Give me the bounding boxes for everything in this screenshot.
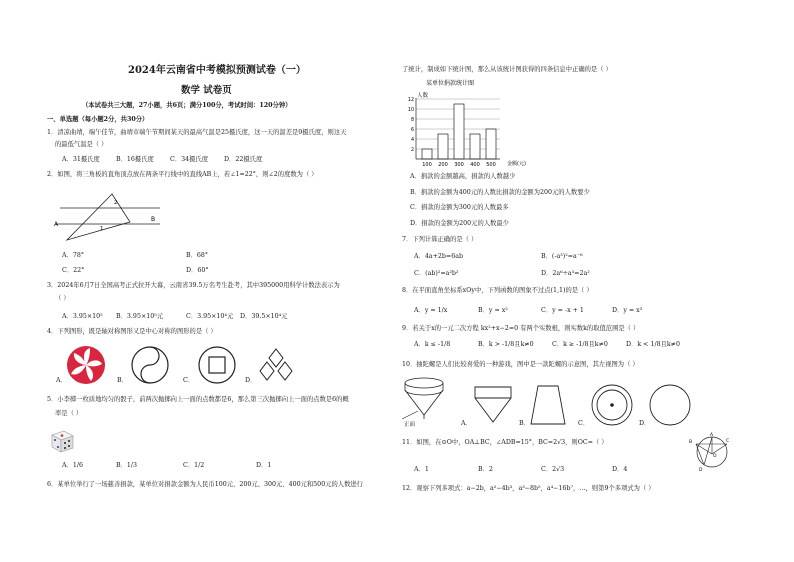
q2-stem: 2．如图，将三角板的直角顶点放在两条平行线中的直线AB上，若∠1=22°，则∠2的度数为（ ） — [47, 171, 318, 178]
q10-option-c: C． — [578, 420, 590, 427]
chart-y-tick: 6 — [410, 127, 414, 133]
page-subtitle: 数学 试卷页 — [181, 85, 232, 96]
q6-option-a: A．捐款的金额越高，捐款的人数越少 — [410, 173, 516, 180]
q1-stem-1: 1．清凉曲靖，端午佳节，曲靖市端午节期间某天的最高气温是25摄氏度，这一天的温差是9摄氏度，则这天 — [47, 129, 347, 136]
q4-stem: 4．下列图形，既是轴对称图形又是中心对称的图形的是（ ） — [47, 328, 217, 335]
chart-x-tick: 200 — [438, 162, 448, 168]
q7-option-a: A．4a+2b=6ab — [414, 253, 463, 260]
q5-option-d: D．1 — [256, 462, 272, 469]
q2-option-a: A．78° — [62, 252, 85, 259]
q3-stem-2: （ ） — [55, 295, 70, 302]
q8-option-d: D．y = x³ — [612, 307, 643, 314]
q4-option-c: C． — [183, 377, 195, 384]
chart-bar — [486, 129, 496, 159]
q2-label-angle2: 2 — [114, 200, 118, 206]
chart-bar — [454, 104, 464, 159]
q10-option-a-figure — [472, 384, 514, 426]
dice-icon — [49, 428, 75, 454]
section-heading: 一、单选题（每小题2分，共30分） — [47, 116, 149, 123]
q1-option-d: D．22摄氏度 — [224, 156, 263, 163]
q11-option-d: D．4 — [612, 466, 628, 473]
q2-label-angle1: 1 — [100, 226, 104, 232]
q4-bauhinia-emblem — [66, 345, 106, 385]
chart-title: 某单位捐款统计图 — [426, 80, 475, 87]
q2-option-b: B．68° — [186, 252, 209, 259]
chart-x-tick: 300 — [454, 162, 464, 168]
q10-front-label: 正面 — [404, 422, 416, 428]
svg-text:D: D — [699, 468, 703, 473]
q4-diamonds-figure — [255, 348, 297, 382]
donation-bar-chart — [400, 76, 540, 168]
q9-option-d: D．k < 1/8且k≠0 — [626, 341, 680, 348]
svg-text:B: B — [689, 440, 693, 445]
q3-stem-1: 3．2024年6月7日全国高考正式拉开大幕，云南省39.5万名考生赴考，其中395000用科学计数法表示为 — [47, 282, 340, 289]
q7-stem: 7．下列计算正确的是（ ） — [402, 236, 478, 243]
q5-option-a: A．1/6 — [62, 462, 83, 469]
chart-y-tick: 8 — [410, 117, 414, 123]
chart-y-tick: 12 — [407, 97, 414, 103]
q4-option-d: D． — [245, 377, 257, 384]
q8-option-b: B．y = x² — [478, 307, 508, 314]
q9-stem: 9．若关于x的一元二次方程 kx²+x−2=0 有两个实数根，则实数k的取值范围是（ ） — [402, 325, 640, 332]
q6-option-d: D．捐款的金额为200元的人数最少 — [410, 220, 509, 227]
q11-option-a: A．1 — [414, 466, 429, 473]
svg-text:C: C — [726, 439, 730, 444]
q9-option-c: C．k ≥ -1/8且k≠0 — [552, 341, 608, 348]
q1-option-a: A．31摄氏度 — [62, 156, 100, 163]
q6-option-c: C．捐款的金额为300元的人数最多 — [410, 204, 509, 211]
q10-option-d: D． — [639, 420, 651, 427]
q4-taiji-figure — [130, 345, 170, 385]
q11-circle-figure — [688, 428, 730, 474]
chart-y-tick: 4 — [410, 137, 414, 143]
q2-triangle-figure — [52, 188, 162, 242]
q5-option-b: B．1/3 — [116, 462, 138, 469]
chart-x-label: 金额(元) — [507, 161, 526, 167]
q3-option-d: D．39.5×10⁴元 — [240, 313, 288, 320]
chart-bar — [438, 134, 448, 159]
q11-stem: 11．如图，在⊙O中，OA⊥BC，∠ADB=15°，BC=2√3，则OC=（ ） — [402, 439, 608, 446]
q5-stem-1: 5．小李掷一枚质地均匀的骰子，前两次抛掷向上一面的点数都是6，那么第三次抛掷向上一面的点数是6的概 — [47, 396, 349, 403]
q6-stem-1: 6．某单位举行了一场慈善捐款，某单位对捐款金额为人民币100元、200元、300元、400元和500元的人数进行 — [47, 481, 363, 488]
q1-option-c: C．34摄氏度 — [170, 156, 209, 163]
q5-stem-2: 率是（ ） — [55, 410, 83, 417]
q1-stem-2: 的最低气温是（ ） — [55, 141, 108, 148]
q11-option-c: C．2√3 — [541, 466, 565, 473]
q7-option-b: B．(-a³)²=a⁻⁶ — [541, 253, 583, 260]
q6-option-b: B．捐款的金额为400元的人数比捐款的金额为200元的人数要少 — [410, 189, 590, 196]
q12-stem: 12．观察下列多项式：a−2b，a²−4b³，a³−8b⁵，a⁴−16b⁷，…，则第9个多项式为（ ） — [402, 485, 655, 492]
q4-coin-figure — [197, 345, 237, 385]
chart-y-label: 人数 — [417, 93, 429, 99]
chart-x-tick: 500 — [486, 162, 496, 168]
q10-stem: 10．抽陀螺是人们比较喜爱的一种游戏，图中是一款陀螺的示意图，其左视图为（ ） — [402, 361, 639, 368]
q2-label-A: A — [54, 221, 59, 228]
q3-option-b: B．3.95×10⁵元 — [116, 313, 164, 320]
q8-option-c: C．y = -x + 1 — [541, 307, 584, 314]
q8-option-a: A．y = 1/x — [414, 307, 448, 314]
q10-option-b-figure — [528, 384, 568, 428]
q10-option-a: A． — [461, 420, 472, 427]
q10-option-b: B． — [519, 420, 530, 427]
q9-option-b: B．k > -1/8且k≠0 — [478, 341, 534, 348]
q6-stem-2: 了统计，制成如下统计图，那么从该统计图获得的四条信息中正确的是（ ） — [402, 66, 612, 73]
q9-option-a: A．k ≤ -1/8 — [414, 341, 451, 348]
q3-option-a: A．3.95×10⁵ — [62, 313, 103, 320]
q2-label-B: B — [151, 216, 156, 223]
q7-option-c: C．(ab)²=a²b² — [414, 270, 459, 277]
page-title: 2024年云南省中考模拟预测试卷（一） — [128, 65, 306, 76]
svg-text:O: O — [713, 454, 717, 459]
q11-option-b: B．2 — [478, 466, 493, 473]
q2-option-c: C．22° — [62, 267, 85, 274]
chart-x-tick: 100 — [422, 162, 432, 168]
q10-option-d-figure — [648, 383, 692, 427]
q10-option-c-figure — [590, 383, 634, 427]
q8-stem: 8．在平面直角坐标系xOy中，下列函数的图象不过点(1,1)的是（ ） — [402, 287, 593, 294]
chart-bar — [422, 149, 432, 159]
q1-option-b: B．16摄氏度 — [116, 156, 154, 163]
q3-option-c: C．3.95×10⁴元 — [186, 313, 234, 320]
exam-info: （本试卷共三大题，27小题，共6页；满分100分，考试时间：120分钟） — [82, 102, 292, 109]
chart-x-tick: 400 — [470, 162, 480, 168]
q4-option-a: A． — [56, 377, 67, 384]
chart-y-tick: 2 — [410, 147, 414, 153]
q5-option-c: C．1/2 — [183, 462, 205, 469]
q2-option-d: D．60° — [186, 267, 209, 274]
q7-option-d: D．2a⁶÷a³=2a² — [541, 270, 590, 277]
chart-y-tick: 10 — [407, 107, 414, 113]
chart-bar — [470, 134, 480, 159]
svg-text:A: A — [710, 433, 714, 438]
q4-option-b: B． — [117, 377, 128, 384]
